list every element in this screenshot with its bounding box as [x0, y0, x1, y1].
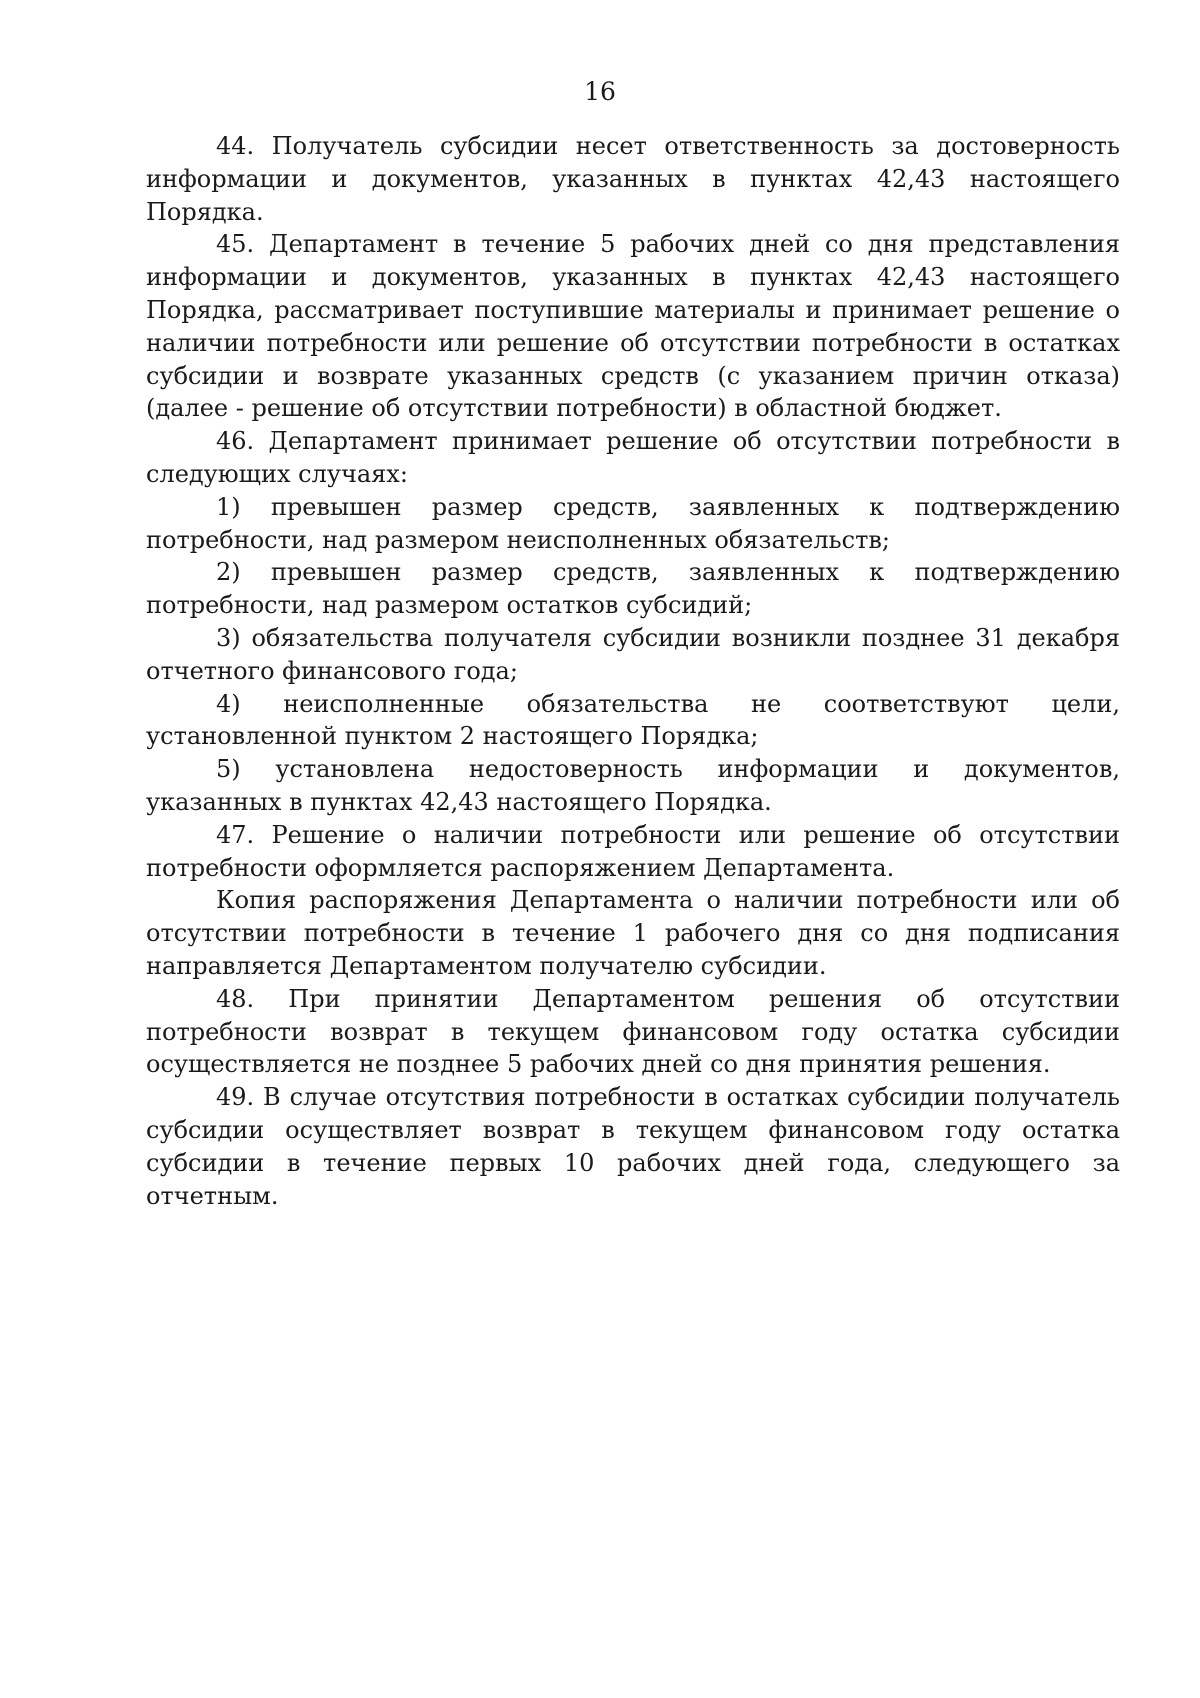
paragraph-44: 44. Получатель субсидии несет ответственность за достоверность информации и документов, указанных в пунктах 42,43 настоящего Порядка.: [146, 132, 1120, 226]
list-item-4: 4) неисполненные обязательства не соответствуют цели, установленной пунктом 2 настоящего Порядка;: [146, 689, 1120, 751]
list-item-3: 3) обязательства получателя субсидии возникли позднее 31 декабря отчетного финансового года;: [146, 623, 1120, 685]
paragraph-45: 45. Департамент в течение 5 рабочих дней со дня представления информации и документов, указанных в пунктах 42,43 настоящего Порядка, рассматривает поступившие материалы и принимает решение о наличии потребности или решение об отсутствии потребности в остатках субсидии и возврате указанных средств (с указанием причин отказа) (далее - решение об отсутствии потребности) в областной бюджет.: [146, 230, 1120, 423]
list-item-2: 2) превышен размер средств, заявленных к подтверждению потребности, над размером остатков субсидий;: [146, 558, 1120, 620]
page-number: 16: [584, 77, 616, 106]
paragraph-47: 47. Решение о наличии потребности или решение об отсутствии потребности оформляется распоряжением Департамента.: [146, 820, 1120, 882]
paragraph-49: 49. В случае отсутствия потребности в остатках субсидии получатель субсидии осуществляет возврат в текущем финансовом году остатка субсидии в течение первых 10 рабочих дней года, следующего за отчетным.: [146, 1083, 1120, 1210]
paragraph-order-copy: Копия распоряжения Департамента о наличии потребности или об отсутствии потребности в течение 1 рабочего дня со дня подписания направляется Департаментом получателю субсидии.: [146, 886, 1120, 980]
list-item-5: 5) установлена недостоверность информации и документов, указанных в пунктах 42,43 настоящего Порядка.: [146, 755, 1120, 816]
paragraph-48: 48. При принятии Департаментом решения об отсутствии потребности возврат в текущем финансовом году остатка субсидии осуществляется не позднее 5 рабочих дней со дня принятия решения.: [146, 984, 1120, 1079]
document-body: [146, 130, 1120, 1212]
list-item-1: 1) превышен размер средств, заявленных к подтверждению потребности, над размером неисполненных обязательств;: [146, 492, 1120, 554]
paragraph-46: 46. Департамент принимает решение об отсутствии потребности в следующих случаях:: [146, 427, 1120, 488]
